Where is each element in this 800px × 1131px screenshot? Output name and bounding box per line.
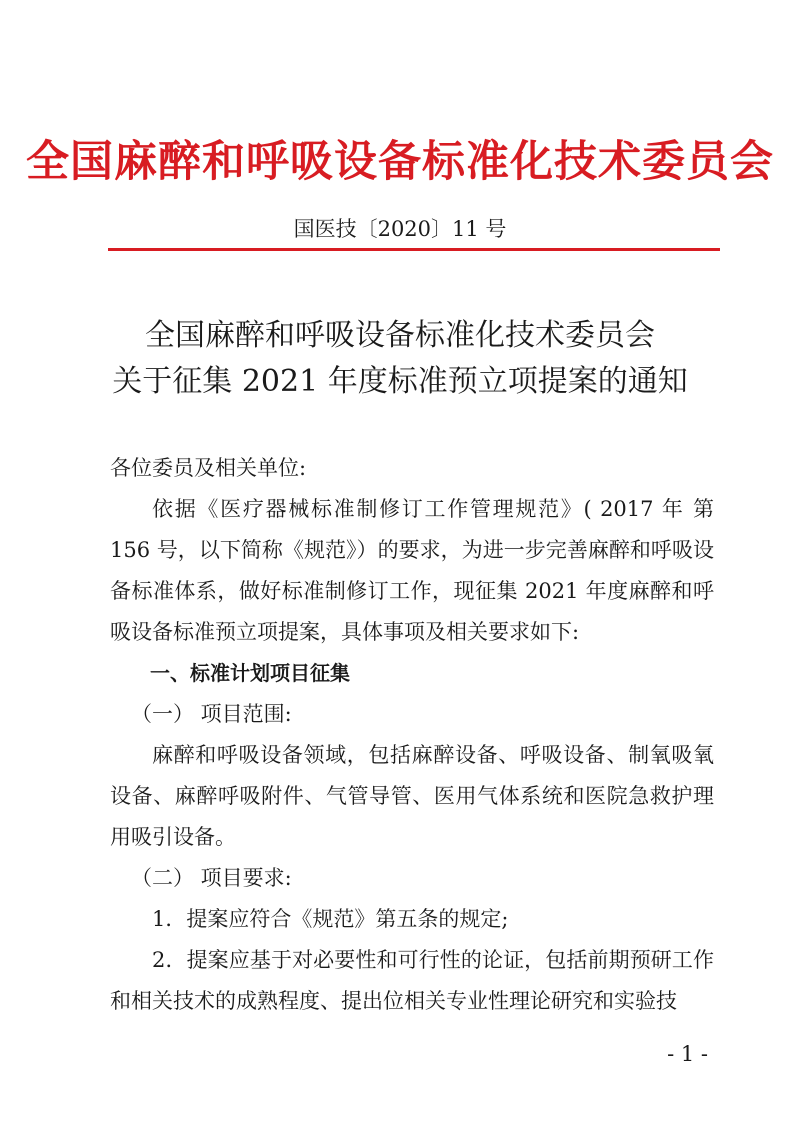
intro-paragraph: 依据《医疗器械标准制修订工作管理规范》( 2017 年 第 156 号，以下简称《规范》）的要求，为进一步完善麻醉和呼吸设备标准体系，做好标准制修订工作，现征集 2021 年度麻醉和呼吸设备标准预立项提案，具体事项及相关要求如下: <box>110 497 714 644</box>
notice-body <box>110 448 714 1022</box>
salutation: 各位委员及相关单位: <box>110 456 307 480</box>
notice-title <box>0 313 800 405</box>
organization-title: 全国麻醉和呼吸设备标准化技术委员会 <box>26 137 774 187</box>
requirement-item-1: 1．提案应符合《规范》第五条的规定; <box>152 907 509 931</box>
requirement-item-2: 2．提案应基于对必要性和可行性的论证，包括前期预研工作和相关技术的成熟程度、提出位相关专业性理论研究和实验技 <box>110 948 714 1013</box>
document-number: 国医技〔2020〕11 号 <box>293 217 507 241</box>
notice-title-line-1: 全国麻醉和呼吸设备标准化技术委员会 <box>145 318 655 353</box>
page-number: - 1 - <box>667 1042 708 1066</box>
scope-paragraph: 麻醉和呼吸设备领域，包括麻醉设备、呼吸设备、制氧吸氧设备、麻醉呼吸附件、气管导管、医用气体系统和医院急救护理用吸引设备。 <box>110 743 714 849</box>
notice-title-line-2: 关于征集 2021 年度标准预立项提案的通知 <box>112 364 688 399</box>
section-heading-1: 一、标准计划项目征集 <box>150 661 350 685</box>
subsection-heading-requirements: （二） 项目要求: <box>131 866 292 890</box>
red-divider-line <box>108 248 720 251</box>
subsection-heading-scope: （一） 项目范围: <box>131 702 292 726</box>
